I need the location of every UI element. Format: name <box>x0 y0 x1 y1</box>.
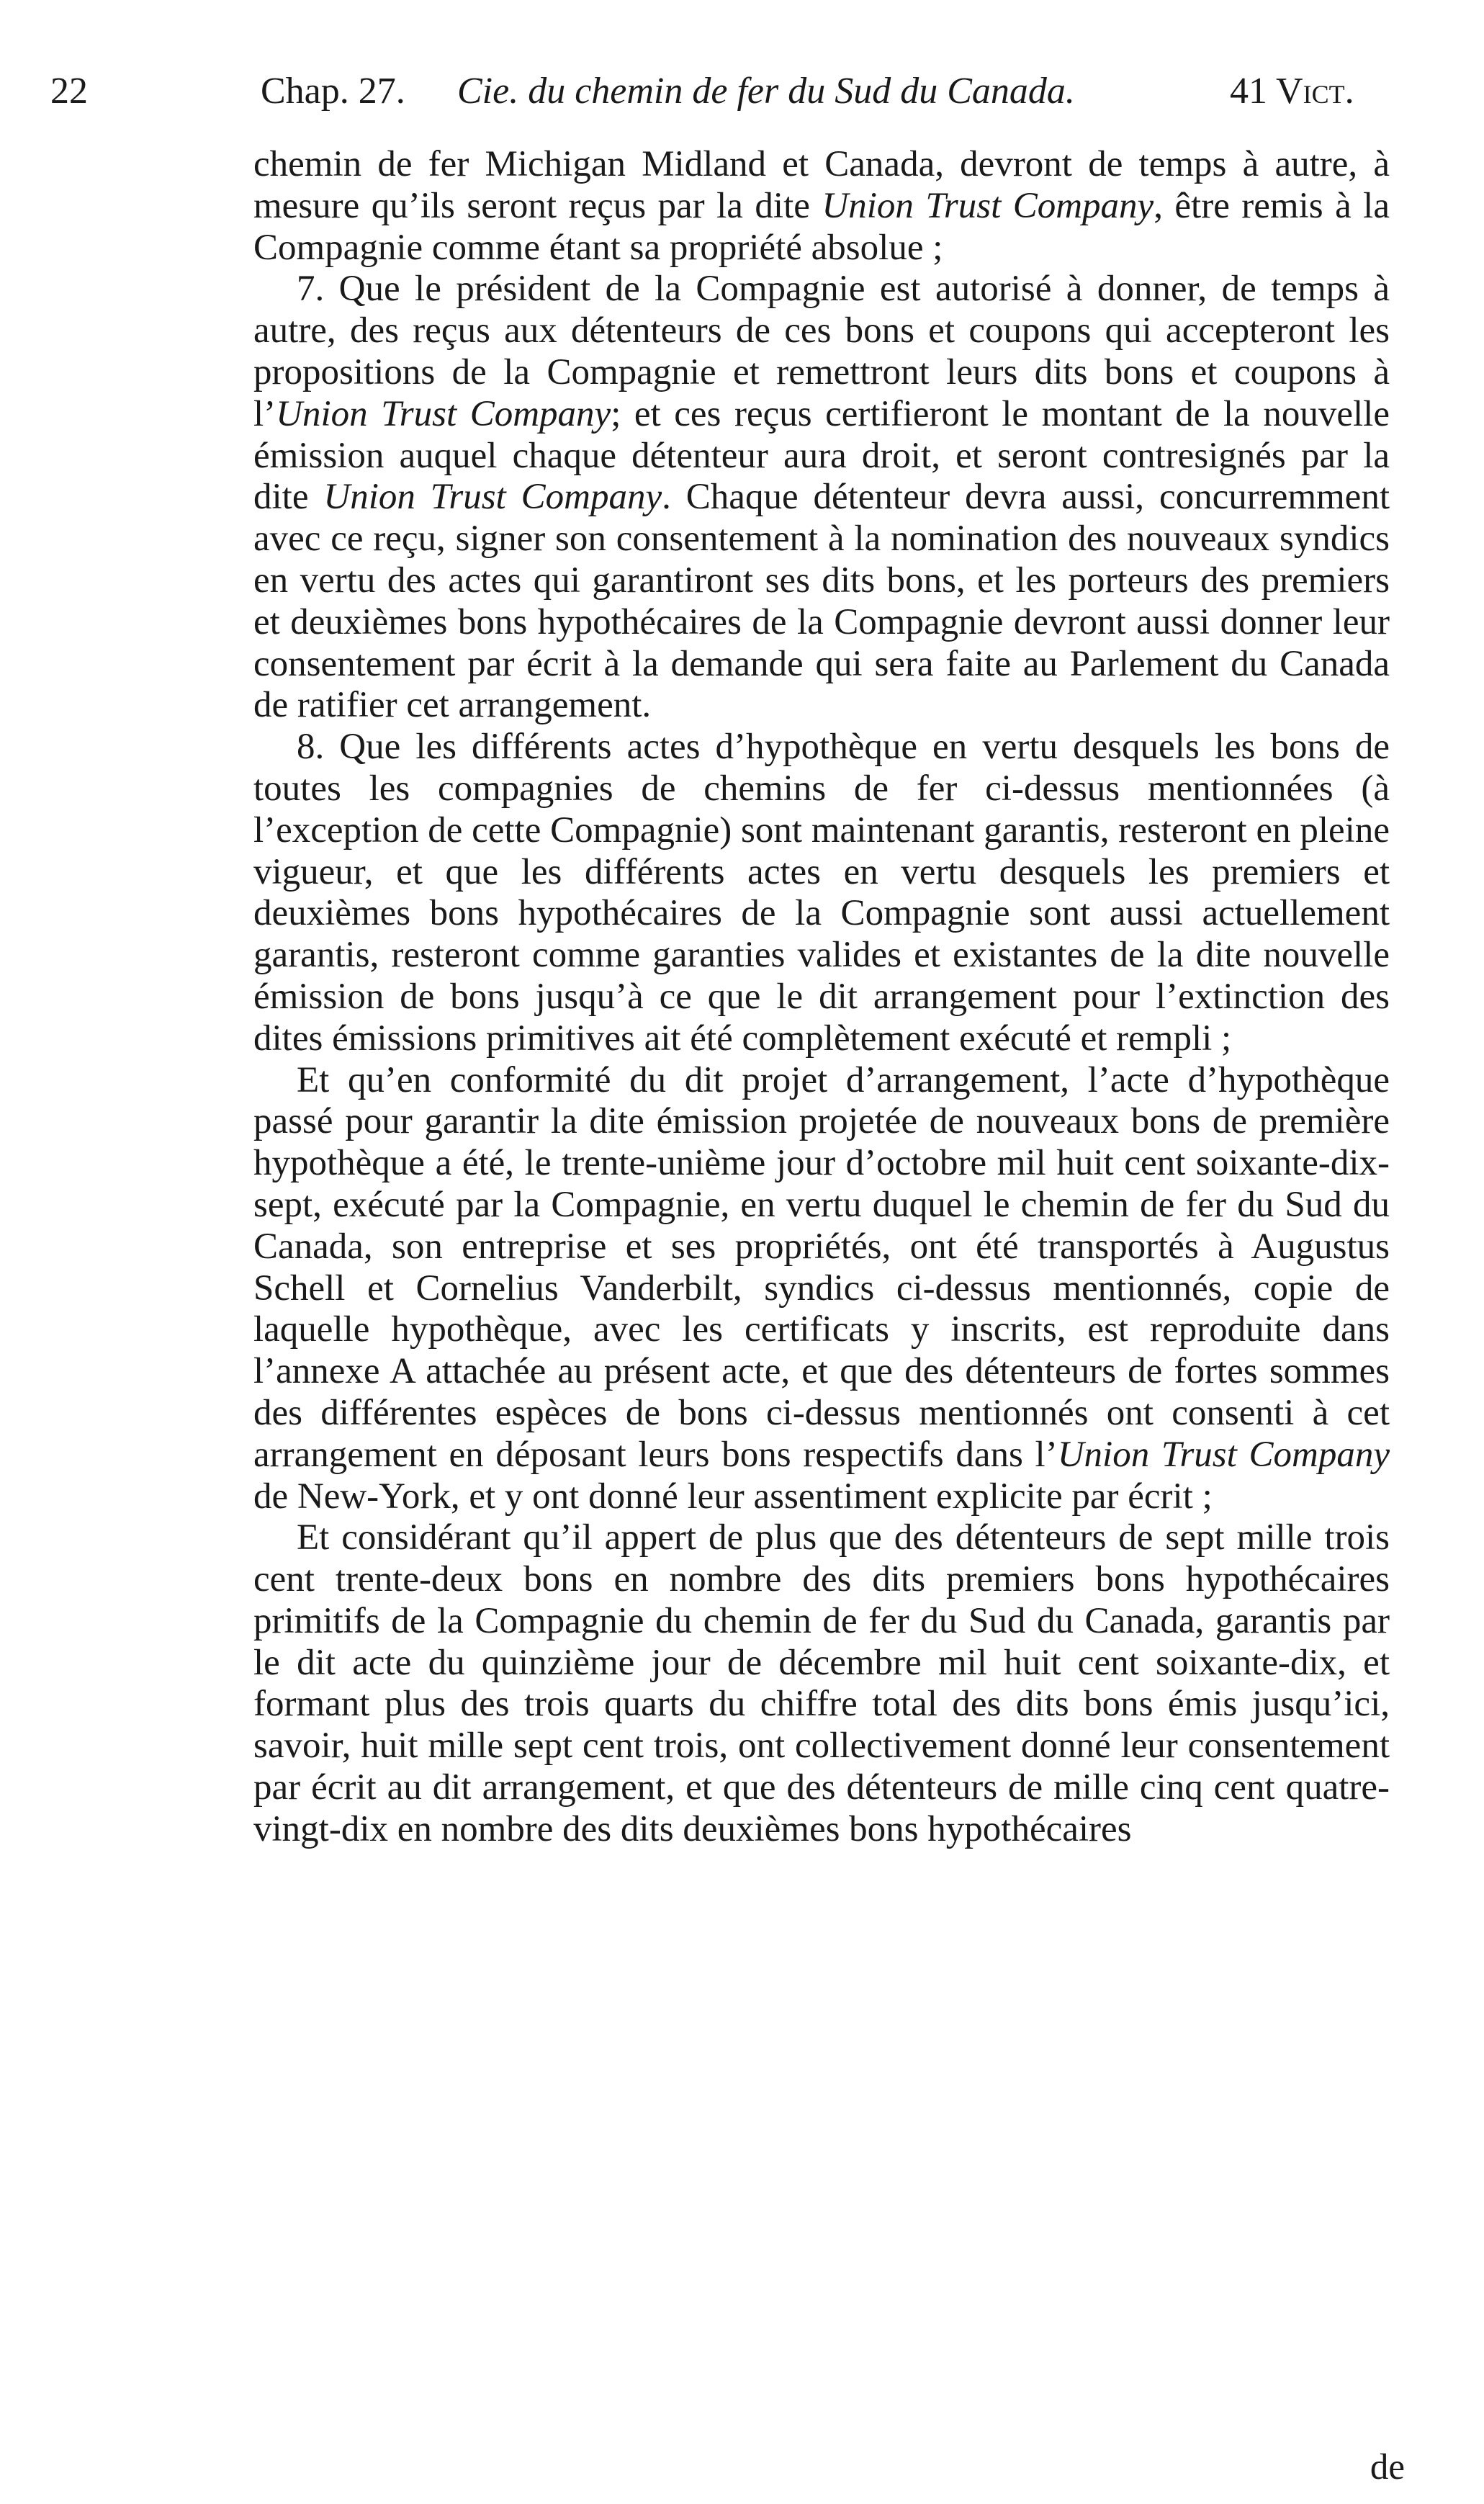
catchword: de <box>1370 2447 1405 2487</box>
text-segment: 8. Que les différents actes d’hypothèque en vertu desquels les bons de toutes les compagnies de chemins de fer ci-dessus mentionnées (à l’exception de cette Compagnie) sont maintenant garantis, resteront en pleine vigueur, et que les différents actes en vertu desquels les premiers et deuxièmes bons hypothécaires de la Compagnie sont aussi actuellement garantis, resteront comme garanties valides et existantes de la dite nouvelle émission de bons jusqu’à ce que le dit arrangement pour l’extinction des dites émissions primitives ait été complètement exécuté et rempli ; <box>253 727 1390 1059</box>
text-segment: , être remis à la Compagnie comme étant sa propriété absolue ; <box>253 185 1390 268</box>
paragraph <box>253 269 1390 727</box>
regnal-year: 41 Vict. <box>1230 71 1354 112</box>
italic-text: Union Trust Company <box>822 185 1154 226</box>
text-segment: Et qu’en conformité du dit projet d’arrangement, l’acte d’hypothèque passé pour garantir la dite émission projetée de nouveaux bons de première hypothèque a été, le trente-unième jour d’octobre mil huit cent soixante-dix-sept, exécuté par la Compagnie, en vertu duquel le chemin de fer du Sud du Canada, son entreprise et ses propriétés, ont été transportés à Augustus Schell et Cornelius Vanderbilt, syndics ci-dessus mentionnés, copie de laquelle hypothèque, avec les certificats y inscrits, est reproduite dans l’annexe A attachée au présent acte, et que des détenteurs de fortes sommes des différentes espèces de bons ci-dessus mentionnés ont consenti à cet arrangement en déposant leurs bons respectifs dans l’ <box>253 1059 1390 1475</box>
running-title: Cie. du chemin de fer du Sud du Canada. <box>457 71 1075 112</box>
running-header <box>29 59 1397 124</box>
text-segment: Et considérant qu’il appert de plus que des détenteurs de sept mille trois cent trente-deux bons en nombre des dits premiers bons hypothécaires primitifs de la Compagnie du chemin de fer du Sud du Canada, garantis par le dit acte du quinzième jour de décembre mil huit cent soixante-dix, et formant plus des trois quarts du chiffre total des dits bons émis jusqu’ici, savoir, huit mille sept cent trois, ont collectivement donné leur consentement par écrit au dit arrangement, et que des détenteurs de mille cinq cent quatre-vingt-dix en nombre des dits deuxièmes bons hypothécaires <box>253 1517 1390 1849</box>
italic-text: Union Trust Company <box>323 477 662 518</box>
page-number: 22 <box>50 71 88 112</box>
italic-text: Union Trust Company <box>1057 1434 1390 1475</box>
text-segment: . Chaque détenteur devra aussi, concurremment avec ce reçu, signer son consentement à la nomination des nouveaux syndics en vertu des actes qui garantiront ses dits bons, et les porteurs des premiers et deuxièmes bons hypothécaires de la Compagnie devront aussi donner leur consentement par écrit à la demande qui sera faite au Parlement du Canada de ratifier cet arrangement. <box>253 477 1390 726</box>
text-segment: de New-York, et y ont donné leur assentiment explicite par écrit ; <box>253 1476 1213 1517</box>
paragraph <box>253 144 1390 269</box>
text-segment: 7. Que le président de la Compagnie est autorisé à donner, de temps à autre, des reçus aux détenteurs de ces bons et coupons qui accepteront les propositions de la Compagnie et remettront leurs dits bons et coupons à l’ <box>253 269 1390 434</box>
text-segment: ; et ces reçus certifieront le montant de la nouvelle émission auquel chaque détenteur aura droit, et seront contresignés par la dite <box>253 393 1390 518</box>
body-text <box>253 144 1390 1851</box>
italic-text: Union Trust Company <box>276 393 611 434</box>
chapter-label: Chap. 27. <box>261 71 405 112</box>
text-segment: chemin de fer Michigan Midland et Canada, devront de temps à autre, à mesure qu’ils seront reçus par la dite <box>253 144 1390 226</box>
paragraph <box>253 1517 1390 1850</box>
paragraph <box>253 1060 1390 1518</box>
paragraph <box>253 727 1390 1059</box>
